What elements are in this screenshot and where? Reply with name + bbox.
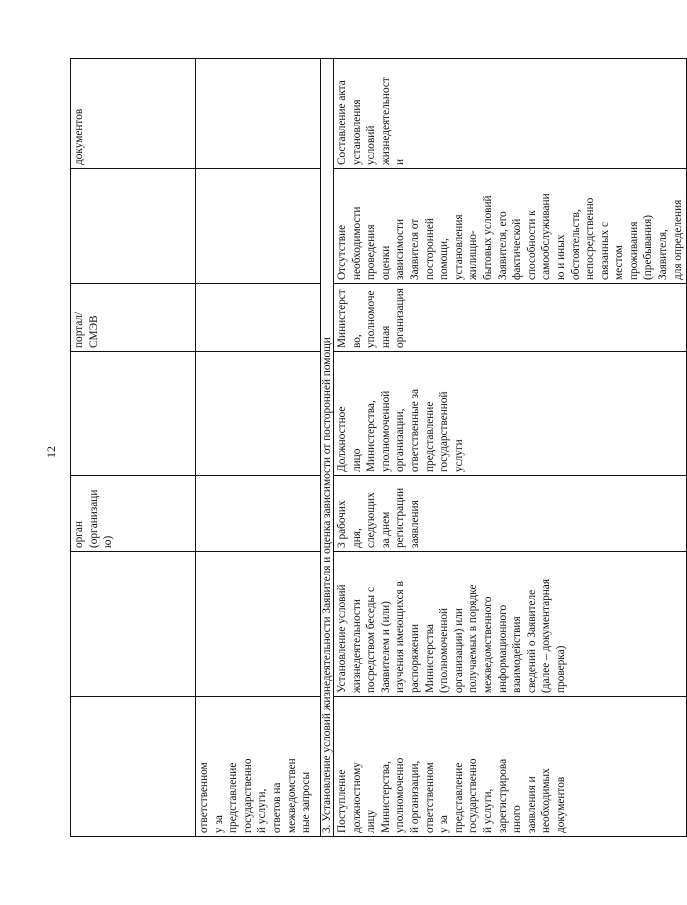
table-cell: Поступление должностному лицу Министерства, уполномоченно й организации, ответственном у за представление государственно й услуги, зарегистрирова нного заявления и необходимых документов [334, 697, 687, 837]
table-cell: Министерст во, уполномоче нная организация [334, 284, 687, 352]
table-cell: Составление акта установления условий жизнедеятельност и [334, 59, 687, 169]
table-cell [196, 476, 321, 552]
table-row [196, 59, 321, 837]
table-cell [196, 169, 321, 284]
table-cell: ответственном у за представление государственно й услуги, ответов на межведомствен ные запросы [196, 697, 321, 837]
rotated-table-container [70, 59, 684, 837]
table-header-continuation-row [71, 59, 196, 837]
table-cell [196, 284, 321, 352]
table-cell [196, 352, 321, 476]
section-title-row [321, 59, 334, 837]
table-cell: документов [71, 59, 196, 169]
table-cell [71, 352, 196, 476]
table-cell: портал/ СМЭВ [71, 284, 196, 352]
table-cell: 3 рабочих дня, следующих за днем регистрации заявления [334, 476, 687, 552]
section-title: 3. Установление условий жизнедеятельности Заявителя и оценка зависимости от посторонней помощи [321, 59, 334, 837]
table-cell: Установление условий жизнедеятельности посредством беседы с Заявителем и (или) изучения имеющихся в распоряжении Министерства (уполномоченной организации) или получаемых в порядке межведомственного информационного взаимодействия сведений о Заявителе (далее – документарная проверка) [334, 552, 687, 697]
page-number: 12 [44, 446, 58, 458]
table-cell [71, 552, 196, 697]
table-cell [196, 552, 321, 697]
table-cell: Отсутствие необходимости проведения оценки зависимости Заявителя от посторонней помощи, установления жилищно- бытовых условий Заявителя, его фактической способности к самообслуживани ю и иных обстоятельств, непосредственно связанных с местом проживания (пребывания) Заявителя, для определения [334, 169, 687, 284]
table-cell: Должностное лицо Министерства, уполномоченной организации, ответственные за представление государственной услуги [334, 352, 687, 476]
table-cell [71, 697, 196, 837]
procedure-table [70, 58, 687, 837]
table-row [334, 59, 687, 837]
table-cell: орган (организаци ю) [71, 476, 196, 552]
table-cell [196, 59, 321, 169]
table-cell [71, 169, 196, 284]
